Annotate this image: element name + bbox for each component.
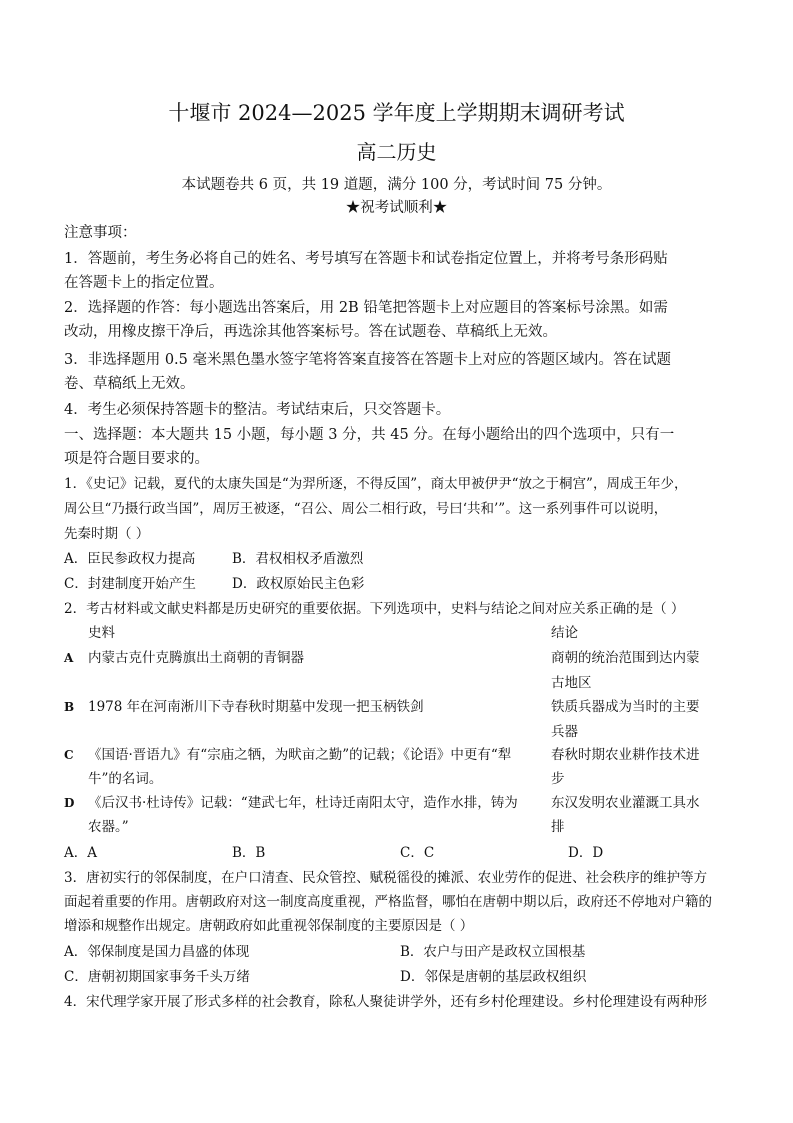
table-row-conclusion: 兵器 bbox=[551, 724, 578, 740]
question-3-option-a: A．邻保制度是国力昌盛的体现 bbox=[64, 944, 250, 960]
question-3-stem: 面起着重要的作用。唐朝政府对这一制度高度重视，严格监督，哪怕在唐朝中期以后，政府还不停地对户籍的 bbox=[64, 894, 712, 910]
question-2-stem: 2．考古材料或文献史料都是历史研究的重要依据。下列选项中，史料与结论之间对应关系正确的是（ ） bbox=[64, 601, 685, 617]
question-1-option-c: C．封建制度开始产生 bbox=[64, 576, 196, 592]
question-2-option-d: D．D bbox=[568, 845, 604, 861]
exam-blessing: ★祝考试顺利★ bbox=[345, 200, 448, 216]
question-1-stem: 先秦时期（ ） bbox=[64, 526, 150, 542]
question-1-option-a: A．臣民参政权力提高 bbox=[64, 551, 196, 567]
notice-line: 改动，用橡皮擦干净后，再选涂其他答案标号。答在试题卷、草稿纸上无效。 bbox=[64, 324, 557, 340]
notice-line: 3．非选择题用 0.5 毫米黑色墨水签字笔将答案直接答在答题卡上对应的答题区域内。答在试题 bbox=[64, 352, 671, 368]
table-row-source: 农器。” bbox=[88, 819, 129, 835]
table-row-letter: D bbox=[64, 796, 75, 810]
notice-line: 卷、草稿纸上无效。 bbox=[64, 376, 195, 392]
question-2-option-c: C．C bbox=[400, 845, 435, 861]
question-3-option-d: D．邻保是唐朝的基层政权组织 bbox=[400, 969, 587, 985]
table-row-conclusion: 排 bbox=[551, 819, 565, 835]
question-4-stem: 4．宋代理学家开展了形式多样的社会教育，除私人聚徒讲学外，还有乡村伦理建设。乡村伦理建设有两种形 bbox=[64, 994, 708, 1010]
table-row-conclusion: 春秋时期农业耕作技术进 bbox=[551, 747, 700, 763]
table-row-conclusion: 东汉发明农业灌溉工具水 bbox=[551, 795, 700, 811]
notice-line: 1．答题前，考生务必将自己的姓名、考号填写在答题卡和试卷指定位置上，并将考号条形码贴 bbox=[64, 251, 668, 267]
table-row-source: 《后汉书·杜诗传》记载：“建武七年，杜诗迁南阳太守，造作水排，铸为 bbox=[88, 795, 518, 811]
table-row-conclusion: 商朝的统治范围到达内蒙 bbox=[551, 650, 700, 666]
table-header-source: 史料 bbox=[88, 625, 115, 641]
table-header-conclusion: 结论 bbox=[551, 625, 578, 641]
question-2-option-a: A．A bbox=[64, 845, 97, 861]
question-3-stem: 增添和规整作出规定。唐朝政府如此重视邻保制度的主要原因是（ ） bbox=[64, 918, 474, 934]
table-row-source: 1978 年在河南淅川下寺春秋时期墓中发现一把玉柄铁剑 bbox=[88, 699, 424, 715]
question-1-option-b: B．君权相权矛盾激烈 bbox=[232, 551, 364, 567]
notice-line: 在答题卡上的指定位置。 bbox=[64, 275, 224, 291]
table-row-source: 牛”的名词。 bbox=[88, 771, 163, 787]
table-row-letter: C bbox=[64, 748, 74, 762]
exam-title: 十堰市 2024—2025 学年度上学期期末调研考试 bbox=[168, 101, 625, 125]
notice-line: 4．考生必须保持答题卡的整洁。考试结束后，只交答题卡。 bbox=[64, 402, 451, 418]
question-3-option-c: C．唐朝初期国家事务千头万绪 bbox=[64, 969, 250, 985]
table-row-source: 《国语·晋语九》有“宗庙之牺，为畎亩之勤”的记载；《论语》中更有“犁 bbox=[88, 747, 512, 763]
section-heading: 一、选择题：本大题共 15 小题，每小题 3 分，共 45 分。在每小题给出的四个选项中，只有一 bbox=[64, 427, 675, 443]
question-3-stem: 3．唐初实行的邻保制度，在户口清查、民众管控、赋税徭役的摊派、农业劳作的促进、社会秩序的维护等方 bbox=[64, 870, 708, 886]
table-row-letter: A bbox=[64, 651, 74, 665]
question-1-option-d: D．政权原始民主色彩 bbox=[232, 576, 365, 592]
question-1-stem: 1．《史记》记载，夏代的太康失国是“为羿所逐，不得反国”，商太甲被伊尹“放之于桐宫”，周成王年少， bbox=[64, 476, 688, 492]
question-3-option-b: B．农户与田产是政权立国根基 bbox=[400, 944, 586, 960]
table-row-conclusion: 古地区 bbox=[551, 675, 592, 691]
notice-heading: 注意事项： bbox=[64, 225, 137, 241]
question-1-stem: 周公旦“乃摄行政当国”，周厉王被逐，“召公、周公二相行政，号曰‘共和’”。这一系列事件可以说明， bbox=[64, 501, 668, 517]
table-row-conclusion: 步 bbox=[551, 771, 565, 787]
table-row-conclusion: 铁质兵器成为当时的主要 bbox=[551, 699, 700, 715]
exam-info: 本试题卷共 6 页，共 19 道题，满分 100 分，考试时间 75 分钟。 bbox=[181, 177, 612, 193]
exam-subject: 高二历史 bbox=[356, 140, 437, 164]
question-2-option-b: B．B bbox=[232, 845, 266, 861]
notice-line: 2．选择题的作答：每小题选出答案后，用 2B 铅笔把答题卡上对应题目的答案标号涂黑。如需 bbox=[64, 300, 668, 316]
table-row-source: 内蒙古克什克腾旗出土商朝的青铜器 bbox=[88, 650, 304, 666]
section-heading: 项是符合题目要求的。 bbox=[64, 451, 209, 467]
table-row-letter: B bbox=[64, 700, 75, 714]
